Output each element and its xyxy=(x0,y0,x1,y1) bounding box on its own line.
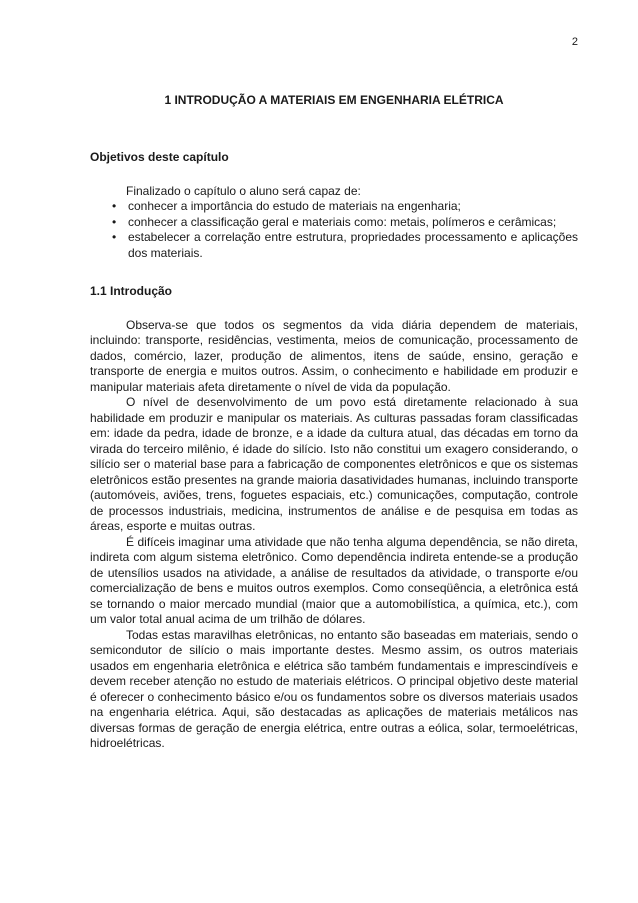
body-paragraph: O nível de desenvolvimento de um povo está diretamente relacionado à sua habilidade em produzir e manipular os materiais. As culturas passadas foram classificadas em: idade da pedra, idade de bronze, e a idade da cultura atual, das décadas em torno da virada do terceiro milênio, é idade do silício. Isto não constitui um exagero considerando, o silício ser o material base para a fabricação de componentes eletrônicos e que os sistemas eletrônicos estão presentes na grande maioria dasatividades humanas, incluindo transporte (automóveis, aviões, trens, foguetes espaciais, etc.) comunicações, computação, controle de processos industriais, medicina, instrumentos de análise e de pesquisa em todas as áreas, esporte e muitas outras. xyxy=(90,395,578,533)
body-paragraph: Todas estas maravilhas eletrônicas, no entanto são baseadas em materiais, sendo o semicondutor de silício o mais importante destes. Mesmo assim, os outros materiais usados em engenharia eletrônica e elétrica são também fundamentais e imprescindíveis e devem receber atenção no estudo de materiais elétricos. O principal objetivo deste material é oferecer o conhecimento básico e/ou os fundamentos sobre os diversos materiais usados na engenharia elétrica. Aqui, são destacadas as aplicações de materiais metálicos nas diversas formas de geração de energia elétrica, entre outras a eólica, solar, termoelétricas, hidroelétricas. xyxy=(90,627,578,750)
chapter-title: 1 INTRODUÇÃO A MATERIAIS EM ENGENHARIA ELÉTRICA xyxy=(164,93,504,107)
objective-text: conhecer a classificação geral e materiais como: metais, polímeros e cerâmicas; xyxy=(128,214,557,229)
objective-text: conhecer a importância do estudo de materiais na engenharia; xyxy=(128,199,461,213)
objective-item xyxy=(90,199,578,215)
objectives-intro: Finalizado o capítulo o aluno será capaz de: xyxy=(126,183,361,198)
objective-item xyxy=(90,215,578,231)
bullet-icon: • xyxy=(112,214,117,229)
bullet-icon: • xyxy=(112,199,117,213)
introduction-section xyxy=(90,284,578,752)
bullet-icon: • xyxy=(112,230,117,244)
page-content xyxy=(90,150,578,752)
objective-text: estabelecer a correlação entre estrutura, propriedades processamento e aplicações dos materiais. xyxy=(128,230,578,260)
body-paragraph: É difíceis imaginar uma atividade que não tenha alguma dependência, se não direta, indireta com algum sistema eletrônico. Como dependência indireta entende-se a produção de utensílios usados na atividade, a análise de resultados da atividade, o transporte e/ou comercialização de bens e muitos outros exemplos. Como conseqüência, a eletrônica está se tornando o maior mercado mundial (maior que a automobilística, a química, etc.), com um valor total anual acima de um trilhão de dólares. xyxy=(90,534,578,626)
section-heading: 1.1 Introdução xyxy=(90,284,173,298)
page-number: 2 xyxy=(571,36,578,48)
body-paragraph: Observa-se que todos os segmentos da vida diária dependem de materiais, incluindo: transporte, residências, vestimenta, meios de comunicação, processamento de dados, comércio, lazer, produção de alimentos, itens de saúde, ensino, geração e transporte de energia e muitos outros. Assim, o conhecimento e habilidade em produzir e manipular materiais afeta diretamente o nível de vida da população. xyxy=(90,317,578,394)
objectives-list xyxy=(90,199,578,261)
objective-item xyxy=(90,230,578,261)
objectives-section xyxy=(90,150,578,261)
objectives-heading: Objetivos deste capítulo xyxy=(90,150,229,164)
